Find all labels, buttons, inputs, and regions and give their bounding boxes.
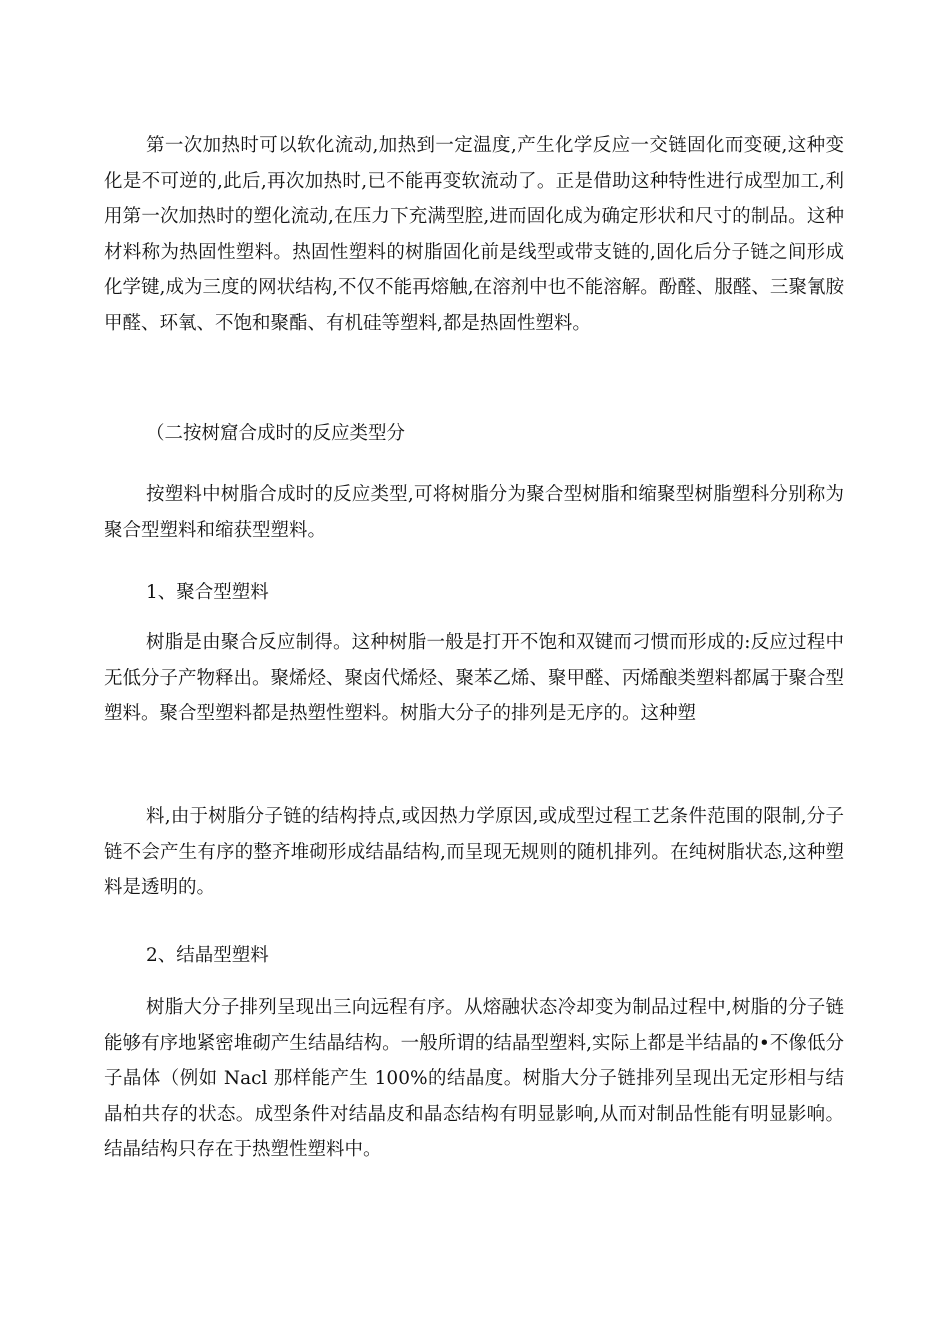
paragraph-addition-plastic: 树脂是由聚合反应制得。这种树脂一般是打开不饱和双键而刁惯而形成的:反应过程中无低分子产物释出。聚烯烃、聚卤代烯烃、聚苯乙烯、聚甲醛、丙烯酿类塑料都属于聚合型塑料。聚合型塑料都是热塑性塑料。树脂大分子的排列是无序的。这种塑 <box>104 632 845 724</box>
section-heading-reaction-type: （二按树窟合成时的反应类型分 <box>146 423 406 444</box>
paragraph-reaction-type: 按塑料中树脂合成时的反应类型,可将树脂分为聚合型树脂和缩聚型树脂塑科分别称为聚合型塑料和缩获型塑料。 <box>104 484 844 541</box>
paragraph-thermoset: 第一次加热时可以软化流动,加热到一定温度,产生化学反应一交链固化而变硬,这种变化是不可逆的,此后,再次加热时,已不能再变软流动了。正是借助这种特性进行成型加工,利用第一次加热时的塑化流动,在压力下充满型腔,进而固化成为确定形状和尺寸的制品。这种材料称为热固性塑料。热固性塑料的树脂固化前是线型或带支链的,固化后分子链之间形成化学键,成为三度的网状结构,不仅不能再熔触,在溶剂中也不能溶解。酚醛、服醛、三聚氰胺甲醛、环氧、不饱和聚酯、有机硅等塑料,都是热固性塑料。 <box>104 135 844 334</box>
paragraph-crystalline-plastic: 树脂大分子排列呈现出三向远程有序。从熔融状态冷却变为制品过程中,树脂的分子链能够有序地紧密堆砌产生结晶结构。一般所谓的结晶型塑料,实际上都是半结晶的•不像低分子晶体（例如 Nacl 那样能产生 100%的结晶度。树脂大分子链排列呈现出无定形相与结晶柏共存的状态。成型条件对结晶皮和晶态结构有明显影响,从而对制品性能有明显影响。结晶结构只存在于热塑性塑料中。 <box>104 997 844 1160</box>
paragraph-amorphous: 料,由于树脂分子链的结构持点,或因热力学原因,或成型过程工艺条件范围的限制,分子链不会产生有序的整齐堆砌形成结晶结构,而呈现无规则的随机排列。在纯树脂状态,这种塑料是透明的。 <box>104 806 844 898</box>
subheading-addition-plastic: 1、聚合型塑料 <box>146 582 269 603</box>
subheading-crystalline-plastic: 2、结晶型塑料 <box>146 945 269 966</box>
